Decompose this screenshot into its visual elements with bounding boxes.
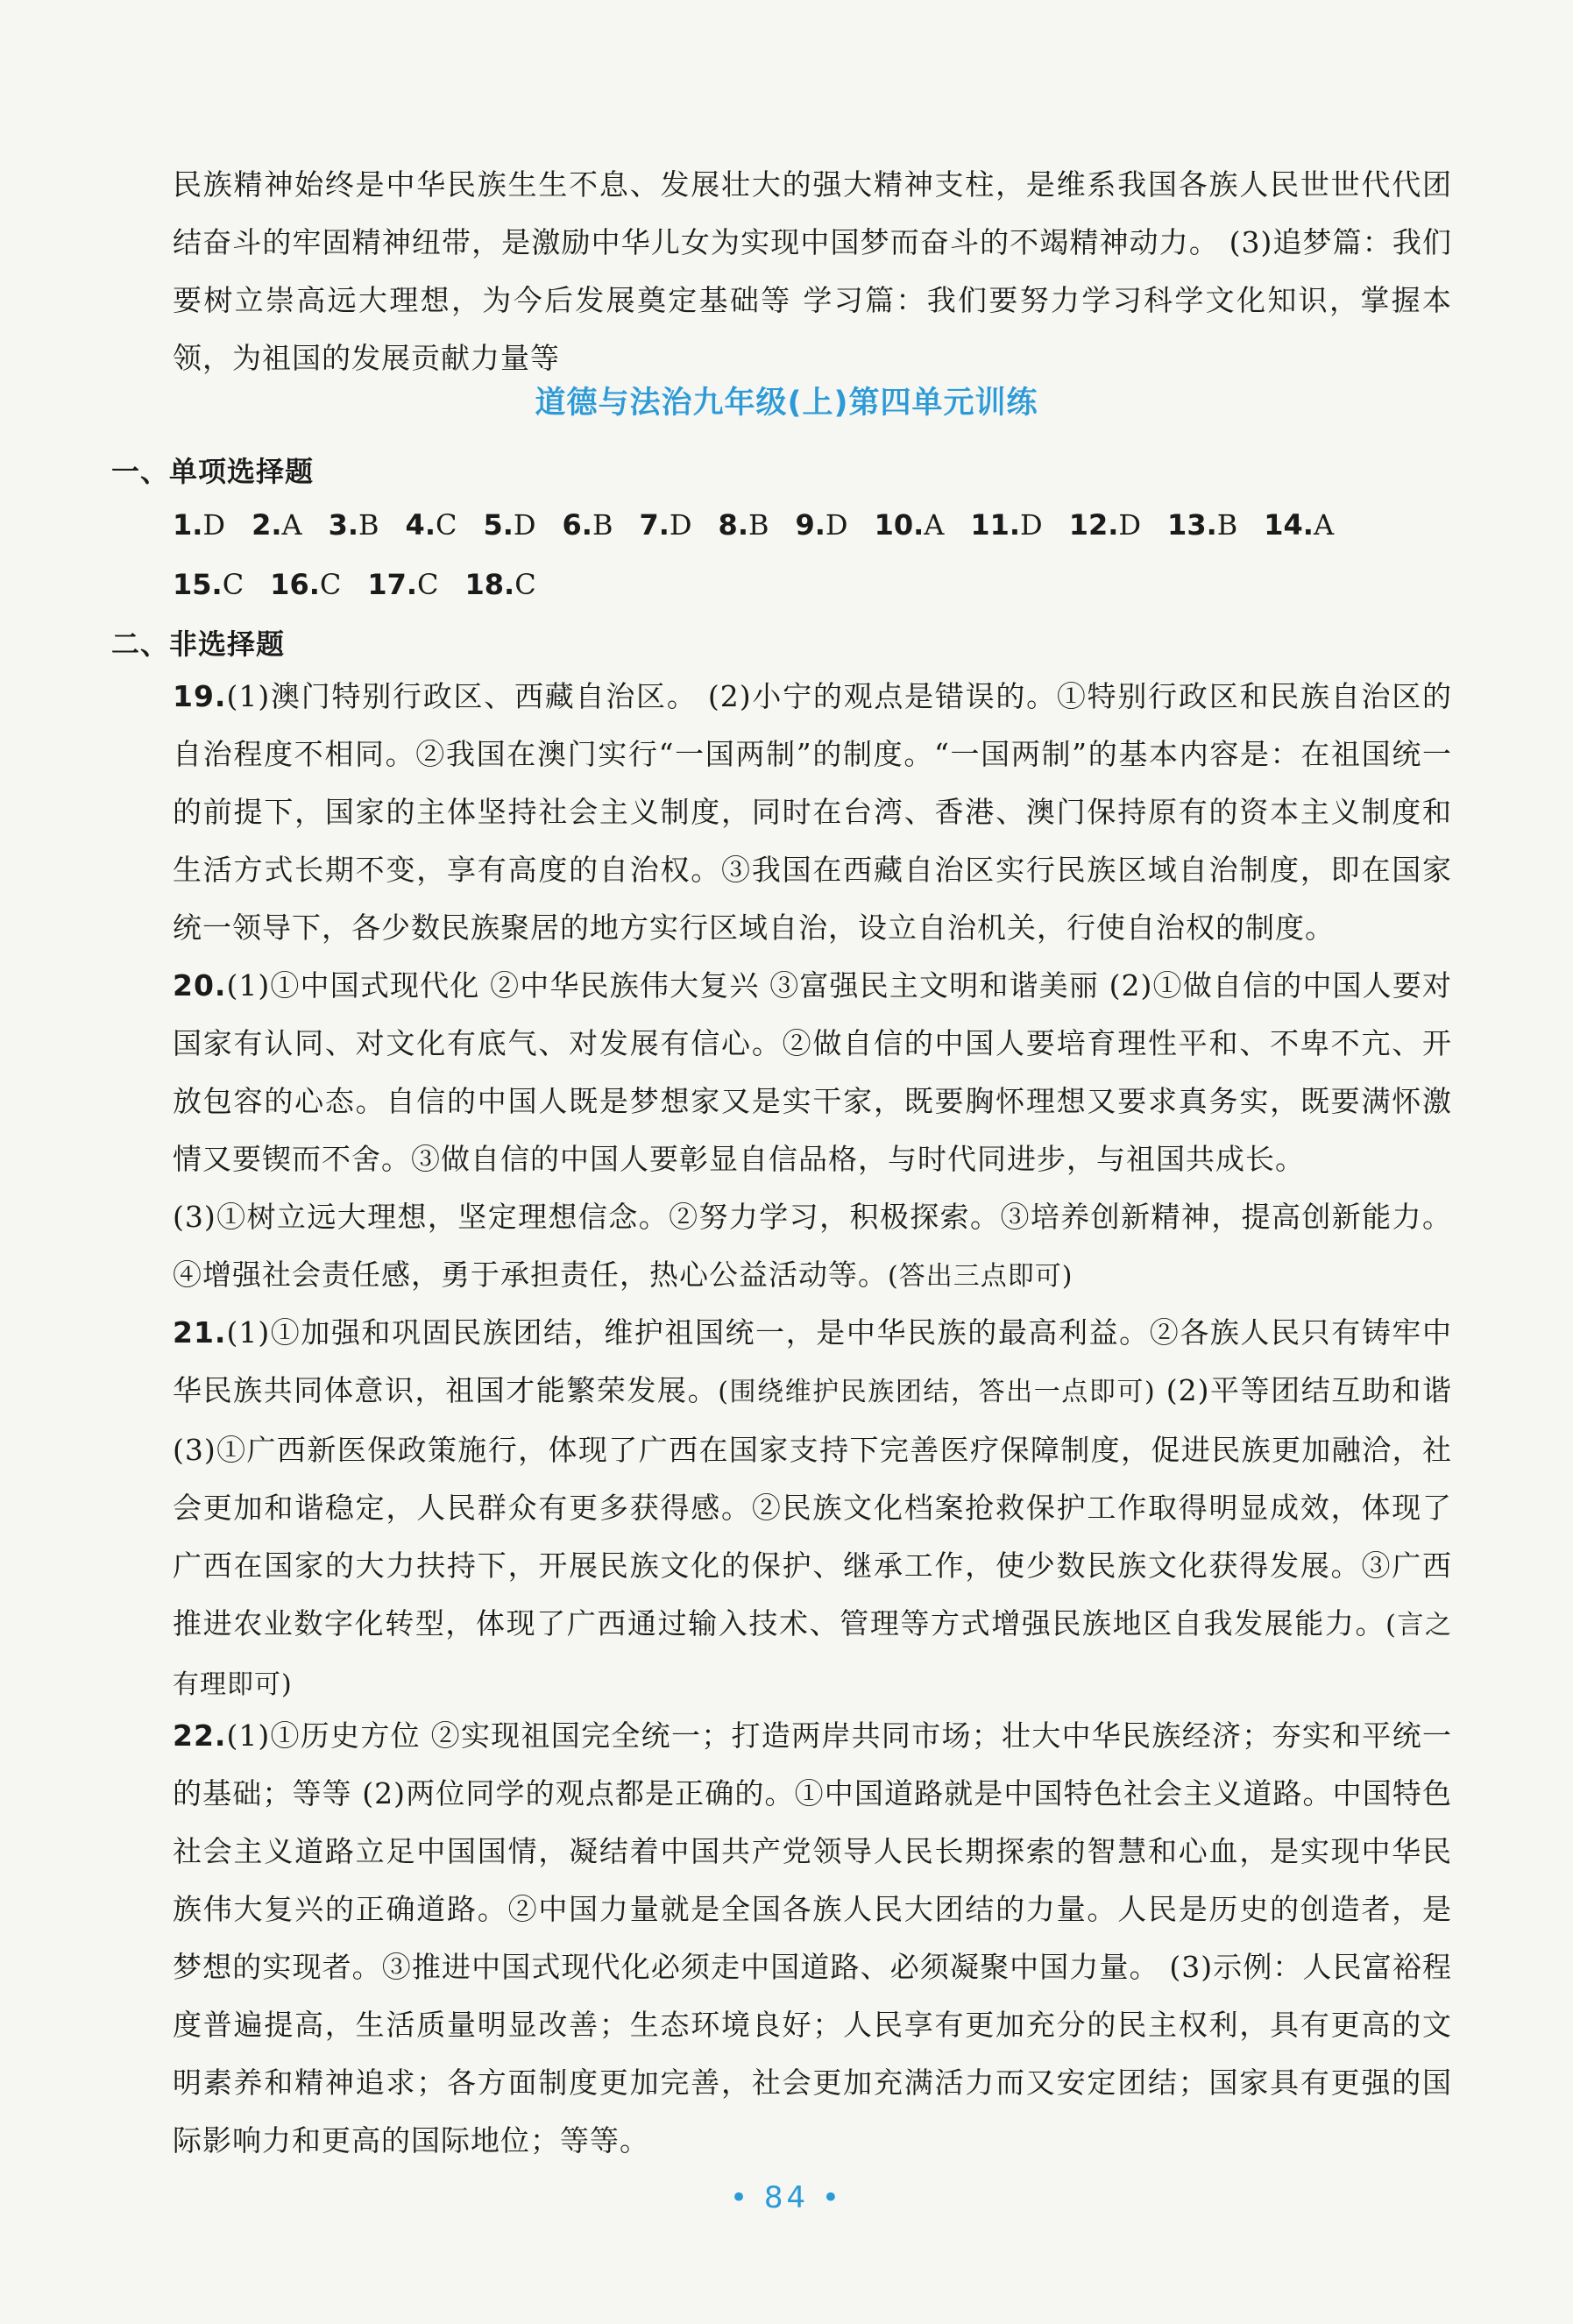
- choice-answer: [1264, 495, 1334, 555]
- answer-number: 2.: [252, 508, 282, 542]
- q22-number: 22.: [173, 1718, 227, 1753]
- answer-number: 12.: [1068, 508, 1119, 542]
- answer-number: 4.: [405, 508, 436, 542]
- page-number: • 84 •: [729, 2180, 843, 2215]
- answer-choice: A: [1313, 508, 1335, 542]
- answer-choice: D: [1020, 508, 1043, 542]
- answer-number: 9.: [795, 508, 825, 542]
- answer-number: 17.: [367, 568, 418, 601]
- answer-choice: D: [669, 508, 692, 542]
- q20-note: (答出三点即可): [888, 1261, 1073, 1292]
- answer-number: 5.: [483, 508, 514, 542]
- answer-number: 1.: [173, 508, 203, 542]
- choice-answer: [639, 495, 691, 555]
- answer-number: 8.: [718, 508, 748, 542]
- intro-text: 民族精神始终是中华民族生生不息、发展壮大的强大精神支柱，是维系我国各族人民世世代代团结奋斗的牢固精神纽带，是激励中华儿女为实现中国梦而奋斗的不竭精神动力。 (3)追梦篇：我们要树立崇高远大理想，为今后发展奠定基础等 学习篇：我们要努力学习科学文化知识，掌握本领，为祖国的发展贡献力量等: [173, 167, 1452, 375]
- choice-answer: [329, 495, 379, 555]
- answer-choice: C: [514, 568, 536, 601]
- answer-number: 10.: [874, 508, 925, 542]
- section-title: 道德与法治九年级(上)第四单元训练: [535, 386, 1038, 421]
- choice-answer: [1069, 495, 1141, 555]
- answer-number: 13.: [1167, 508, 1217, 542]
- choice-answer: [465, 555, 536, 614]
- choice-answer: [367, 555, 438, 614]
- answer-choice: A: [281, 508, 302, 542]
- question-19: [173, 668, 1452, 957]
- choice-answer: [406, 495, 457, 555]
- answer-number: 14.: [1264, 508, 1314, 542]
- part1-heading: 一、单项选择题: [111, 455, 315, 488]
- q19-number: 19.: [173, 679, 227, 713]
- answer-choice: D: [1118, 508, 1142, 542]
- answer-choice: A: [924, 508, 945, 542]
- q21-note-1: (围绕维护民族团结，答出一点即可): [718, 1377, 1156, 1407]
- choice-answer: [173, 495, 225, 555]
- answer-choice: B: [358, 508, 379, 542]
- q19-text: (1)澳门特别行政区、西藏自治区。 (2)小宁的观点是错误的。①特别行政区和民族自治区的自治程度不相同。②我国在澳门实行“一国两制”的制度。“一国两制”的基本内容是：在祖国统一的前提下，国家的主体坚持社会主义制度，同时在台湾、香港、澳门保持原有的资本主义制度和生活方式长期不变，享有高度的自治权。③我国在西藏自治区实行民族区域自治制度，即在国家统一领导下，各少数民族聚居的地方实行区域自治，设立自治机关，行使自治权的制度。: [173, 679, 1452, 945]
- q20-number: 20.: [173, 968, 227, 1003]
- q21-text: (1)①加强和巩固民族团结，维护祖国统一，是中华民族的最高利益。②各族人民只有铸牢中华民族共同体意识，祖国才能繁荣发展。: [173, 1315, 1452, 1407]
- choice-answer: [719, 495, 769, 555]
- q21-number: 21.: [173, 1315, 227, 1350]
- answer-number: 16.: [270, 568, 320, 601]
- answer-number: 18.: [464, 568, 515, 601]
- choice-answer: [970, 495, 1042, 555]
- choice-answer: [795, 495, 847, 555]
- answer-choice: C: [222, 568, 244, 601]
- answer-choice: D: [513, 508, 536, 542]
- choice-answer: [483, 495, 535, 555]
- page-number-value: 84: [763, 2180, 810, 2215]
- q21-note-2: (言之有理即可): [173, 1610, 1452, 1700]
- answer-number: 15.: [173, 568, 223, 601]
- choice-answer: [563, 495, 613, 555]
- answer-choice: B: [1216, 508, 1238, 542]
- answer-number: 3.: [328, 508, 359, 542]
- answer-choice: B: [748, 508, 769, 542]
- choice-answer: [875, 495, 945, 555]
- question-20: [173, 957, 1452, 1306]
- answer-choice: B: [592, 508, 613, 542]
- answer-choice: D: [825, 508, 848, 542]
- answer-number: 7.: [639, 508, 670, 542]
- answer-choice: C: [417, 568, 439, 601]
- q21-text-2: (2)平等团结互助和谐 (3)①广西新医保政策施行，体现了广西在国家支持下完善医疗保障制度，促进民族更加融洽，社会更加和谐稳定，人民群众有更多获得感。②民族文化档案抢救保护工作取得明显成效，体现了广西在国家的大力扶持下，开展民族文化的保护、继承工作，使少数民族文化获得发展。③广西推进农业数字化转型，体现了广西通过输入技术、管理等方式增强民族地区自我发展能力。: [173, 1373, 1453, 1640]
- question-21: [173, 1304, 1452, 1714]
- answer-choice: C: [435, 508, 457, 542]
- choice-answers: [173, 495, 1452, 614]
- part2-heading: 二、非选择题: [111, 627, 286, 661]
- answer-number: 6.: [562, 508, 592, 542]
- choice-answer: [1167, 495, 1237, 555]
- q22-text: (1)①历史方位 ②实现祖国完全统一；打造两岸共同市场；壮大中华民族经济；夯实和平统一的基础；等等 (2)两位同学的观点都是正确的。①中国道路就是中国特色社会主义道路。中国特色社会主义道路立足中国国情，凝结着中国共产党领导人民长期探索的智慧和心血，是实现中华民族伟大复兴的正确道路。②中国力量就是全国各族人民大团结的力量。人民是历史的创造者，是梦想的实现者。③推进中国式现代化必须走中国道路、必须凝聚中国力量。 (3)示例：人民富裕程度普遍提高，生活质量明显改善；生态环境良好；人民享有更加充分的民主权利，具有更高的文明素养和精神追求；各方面制度更加完善，社会更加充满活力而又安定团结；国家具有更强的国际影响力和更高的国际地位；等等。: [173, 1718, 1453, 2157]
- answer-choice: D: [202, 508, 226, 542]
- question-22: [173, 1707, 1452, 2170]
- intro-paragraph: [173, 156, 1452, 387]
- answer-number: 11.: [970, 508, 1021, 542]
- choice-answer: [270, 555, 341, 614]
- choice-answer: [173, 555, 244, 614]
- answer-choice: C: [319, 568, 342, 601]
- q20-text-2: (3)①树立远大理想，坚定理想信念。②努力学习，积极探索。③培养创新精神，提高创新能力。④增强社会责任感，勇于承担责任，热心公益活动等。: [173, 1200, 1452, 1292]
- q20-text: (1)①中国式现代化 ②中华民族伟大复兴 ③富强民主文明和谐美丽 (2)①做自信的中国人要对国家有认同、对文化有底气、对发展有信心。②做自信的中国人要培育理性平和、不卑不亢、开放包容的心态。自信的中国人既是梦想家又是实干家，既要胸怀理想又要求真务实，既要满怀激情又要锲而不舍。③做自信的中国人要彰显自信品格，与时代同进步，与祖国共成长。: [173, 968, 1452, 1176]
- choice-answer: [252, 495, 302, 555]
